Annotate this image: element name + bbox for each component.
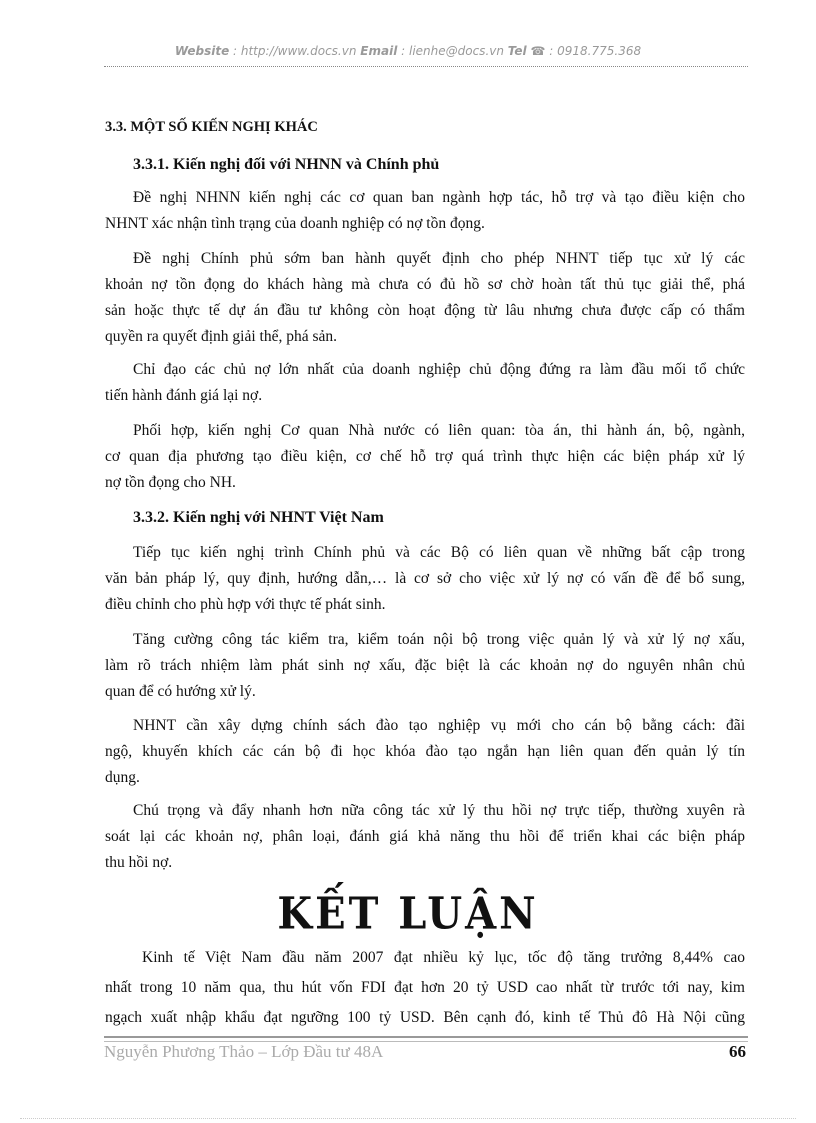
text-line: Kinh tế Việt Nam đầu năm 2007 đạt nhiều kỷ lục, tốc độ tăng trưởng 8,44% cao (142, 949, 745, 966)
footer-author: Nguyễn Phương Thảo – Lớp Đầu tư 48A (104, 1042, 384, 1061)
text-line: khoản nợ tồn đọng do khách hàng mà chưa có đủ hồ sơ chờ hoàn tất thủ tục giải thể, phá (105, 276, 745, 293)
tel-label: Tel (507, 44, 527, 58)
text-line: ngạch xuất nhập khẩu đạt ngưỡng 100 tỷ USD. Bên cạnh đó, kinh tế Thủ đô Hà Nội cũng (105, 1009, 745, 1026)
text-line: soát lại các khoản nợ, phân loại, đánh giá khả năng thu hồi để triển khai các biện pháp (105, 828, 745, 845)
text-line: NHNT xác nhận tình trạng của doanh nghiệp có nợ tồn đọng. (105, 215, 485, 232)
text-line: quan để có hướng xử lý. (105, 683, 256, 700)
email-label: Email (360, 44, 398, 58)
conclusion-title: KẾT LUẬN (277, 887, 539, 940)
text-line: Tăng cường công tác kiểm tra, kiểm toán nội bộ trong việc quản lý và xử lý nợ xấu, (133, 631, 745, 648)
text-line: Chú trọng và đẩy nhanh hơn nữa công tác xử lý thu hồi nợ trực tiếp, thường xuyên rà (133, 802, 745, 819)
text-line: Tiếp tục kiến nghị trình Chính phủ và các Bộ có liên quan về những bất cập trong (133, 544, 745, 561)
text-line: Đề nghị Chính phủ sớm ban hành quyết định cho phép NHNT tiếp tục xử lý các (133, 250, 745, 267)
text-line: làm rõ trách nhiệm làm phát sinh nợ xấu, đặc biệt là các khoản nợ do nguyên nhân chủ (105, 657, 745, 674)
tel-value: : 0918.775.368 (545, 44, 642, 58)
page-number: 66 (729, 1042, 746, 1061)
text-line: văn bản pháp lý, quy định, hướng dẫn,… là cơ sở cho việc xử lý nợ có vấn đề để bổ sung, (105, 570, 745, 587)
header-divider (104, 66, 748, 67)
text-line: Phối hợp, kiến nghị Cơ quan Nhà nước có liên quan: tòa án, thi hành án, bộ, ngành, (133, 422, 745, 439)
text-line: thu hồi nợ. (105, 854, 173, 871)
subsection-heading-2: 3.3.2. Kiến nghị với NHNT Việt Nam (133, 509, 384, 526)
subsection-heading-1: 3.3.1. Kiến nghị đối với NHNN và Chính phủ (133, 156, 440, 173)
website-value: : http://www.docs.vn (229, 44, 361, 58)
text-line: Đề nghị NHNN kiến nghị các cơ quan ban ngành hợp tác, hỗ trợ và tạo điều kiện cho (133, 189, 745, 206)
text-line: nợ tồn đọng cho NH. (105, 474, 236, 491)
text-line: Chỉ đạo các chủ nợ lớn nhất của doanh nghiệp chủ động đứng ra làm đầu mối tổ chức (133, 361, 745, 378)
text-line: điều chỉnh cho phù hợp với thực tế phát sinh. (105, 596, 386, 613)
text-line: quyền ra quyết định giải thể, phá sản. (105, 328, 338, 345)
text-line: ngộ, khuyến khích các cán bộ đi học khóa đào tạo ngắn hạn liên quan đến quản lý tín (105, 743, 745, 760)
page-bottom-border (20, 1118, 796, 1119)
text-line: sản hoặc thực tế dự án đầu tư không còn hoạt động từ lâu nhưng chưa được cấp có thẩm (105, 302, 745, 319)
website-label: Website (174, 44, 230, 58)
page-header (0, 44, 816, 58)
text-line: NHNT cần xây dựng chính sách đào tạo nghiệp vụ mới cho cán bộ bằng cách: đãi (133, 717, 745, 734)
text-line: cơ quan địa phương tạo điều kiện, cơ chế hỗ trợ quá trình thực hiện các biện pháp xử lý (105, 448, 745, 465)
email-value: : lienhe@docs.vn (397, 44, 508, 58)
section-heading: 3.3. MỘT SỐ KIẾN NGHỊ KHÁC (105, 119, 318, 135)
text-line: tiến hành đánh giá lại nợ. (105, 387, 263, 404)
phone-icon: ☎ (530, 44, 546, 58)
text-line: dụng. (105, 769, 140, 786)
text-line: nhất trong 10 năm qua, thu hút vốn FDI đạt hơn 20 tỷ USD cao nhất từ trước tới nay, kim (105, 979, 745, 996)
